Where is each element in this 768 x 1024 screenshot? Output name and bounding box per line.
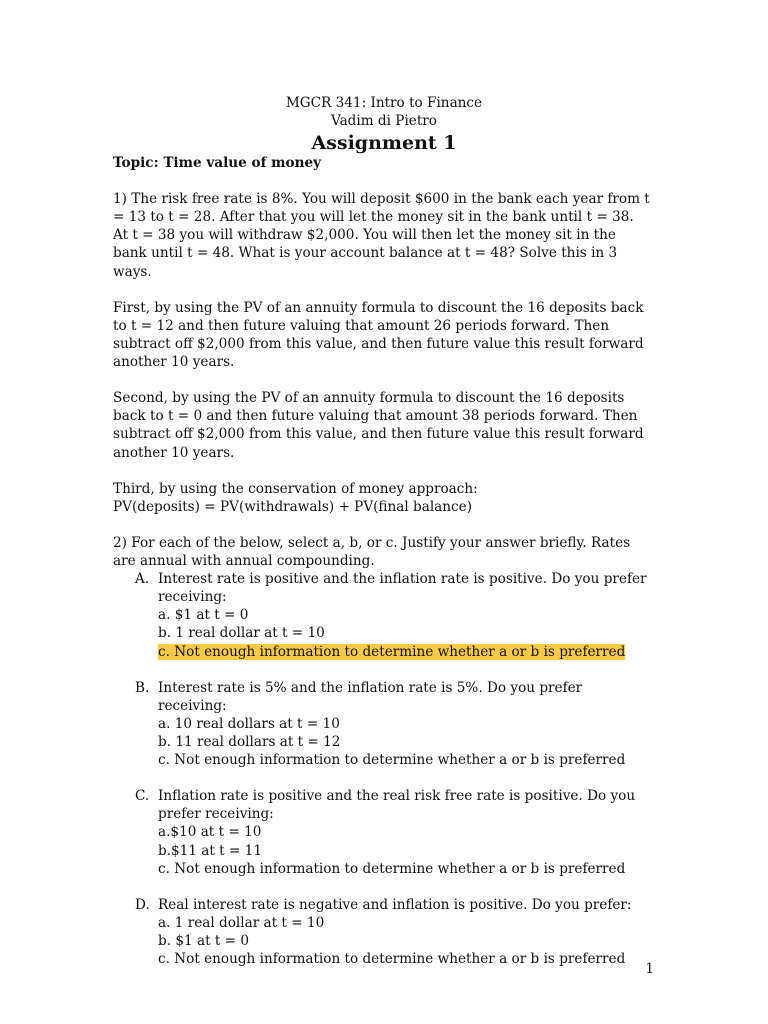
item-letter: A. (135, 571, 150, 588)
option-c (158, 643, 653, 661)
question-2-intro: 2) For each of the below, select a, b, or c. Justify your answer briefly. Rates are annual with annual compounding. (113, 534, 631, 570)
item-question: Real interest rate is negative and inflation is positive. Do you prefer: (158, 896, 632, 913)
question-2-item-c (113, 787, 653, 877)
item-question: Interest rate is positive and the inflation rate is positive. Do you prefer receiving: (158, 571, 647, 606)
question-2-item-b (113, 679, 653, 769)
item-question: Inflation rate is positive and the real risk free rate is positive. Do you prefer receiving: (158, 788, 636, 823)
assignment-title: Assignment 1 (311, 132, 457, 154)
course-title: MGCR 341: Intro to Finance (285, 95, 483, 111)
option-b: b. 1 real dollar at t = 10 (158, 625, 325, 642)
item-letter: C. (135, 788, 150, 805)
option-c: c. Not enough information to determine whether a or b is preferred (158, 951, 626, 968)
question-1-method-second: Second, by using the PV of an annuity formula to discount the 16 deposits back to t = 0 and then future valuing that amount 38 periods forward. Then subtract off $2,000 from this value, and then future value this result forward another 10 years. (113, 390, 644, 461)
question-1-text: 1) The risk free rate is 8%. You will deposit $600 in the bank each year from t = 13 to t = 28. After that you will let the money sit in the bank until t = 38. At t = 38 you will withdraw $2,000. You will then let the money sit in the bank until t = 48. What is your account balance at t = 48? Solve this in 3 ways. (113, 191, 650, 280)
option-b: b. $1 at t = 0 (158, 933, 249, 950)
item-letter: D. (135, 896, 150, 913)
option-a: a. 10 real dollars at t = 10 (158, 715, 340, 732)
third-method-line: Third, by using the conservation of money approach: (113, 480, 478, 497)
option-a: a. 1 real dollar at t = 10 (158, 914, 325, 931)
option-c: c. Not enough information to determine whether a or b is preferred (158, 860, 626, 877)
document-body (113, 154, 653, 986)
page-number: 1 (645, 961, 654, 977)
question-1-method-first: First, by using the PV of an annuity formula to discount the 16 deposits back to t = 12 and then future valuing that amount 26 periods forward. Then subtract off $2,000 from this value, and then future value this result forward another 10 years. (113, 299, 644, 371)
question-2-item-d (113, 896, 653, 968)
option-c: c. Not enough information to determine whether a or b is preferred (158, 752, 626, 769)
option-a: a. $1 at t = 0 (158, 607, 249, 624)
question-1-method-third (113, 480, 653, 516)
third-method-formula: PV(deposits) = PV(withdrawals) + PV(final balance) (113, 498, 473, 515)
item-letter: B. (135, 679, 150, 696)
option-b: b. 11 real dollars at t = 12 (158, 734, 341, 750)
highlighted-answer: c. Not enough information to determine whether a or b is preferred (158, 643, 626, 660)
option-a: a.$10 at t = 10 (158, 824, 262, 841)
topic-heading: Topic: Time value of money (113, 155, 322, 171)
option-b: b.$11 at t = 11 (158, 842, 262, 859)
author-name: Vadim di Pietro (331, 113, 437, 129)
item-question: Interest rate is 5% and the inflation rate is 5%. Do you prefer receiving: (158, 679, 583, 714)
question-2-item-a (113, 570, 653, 660)
